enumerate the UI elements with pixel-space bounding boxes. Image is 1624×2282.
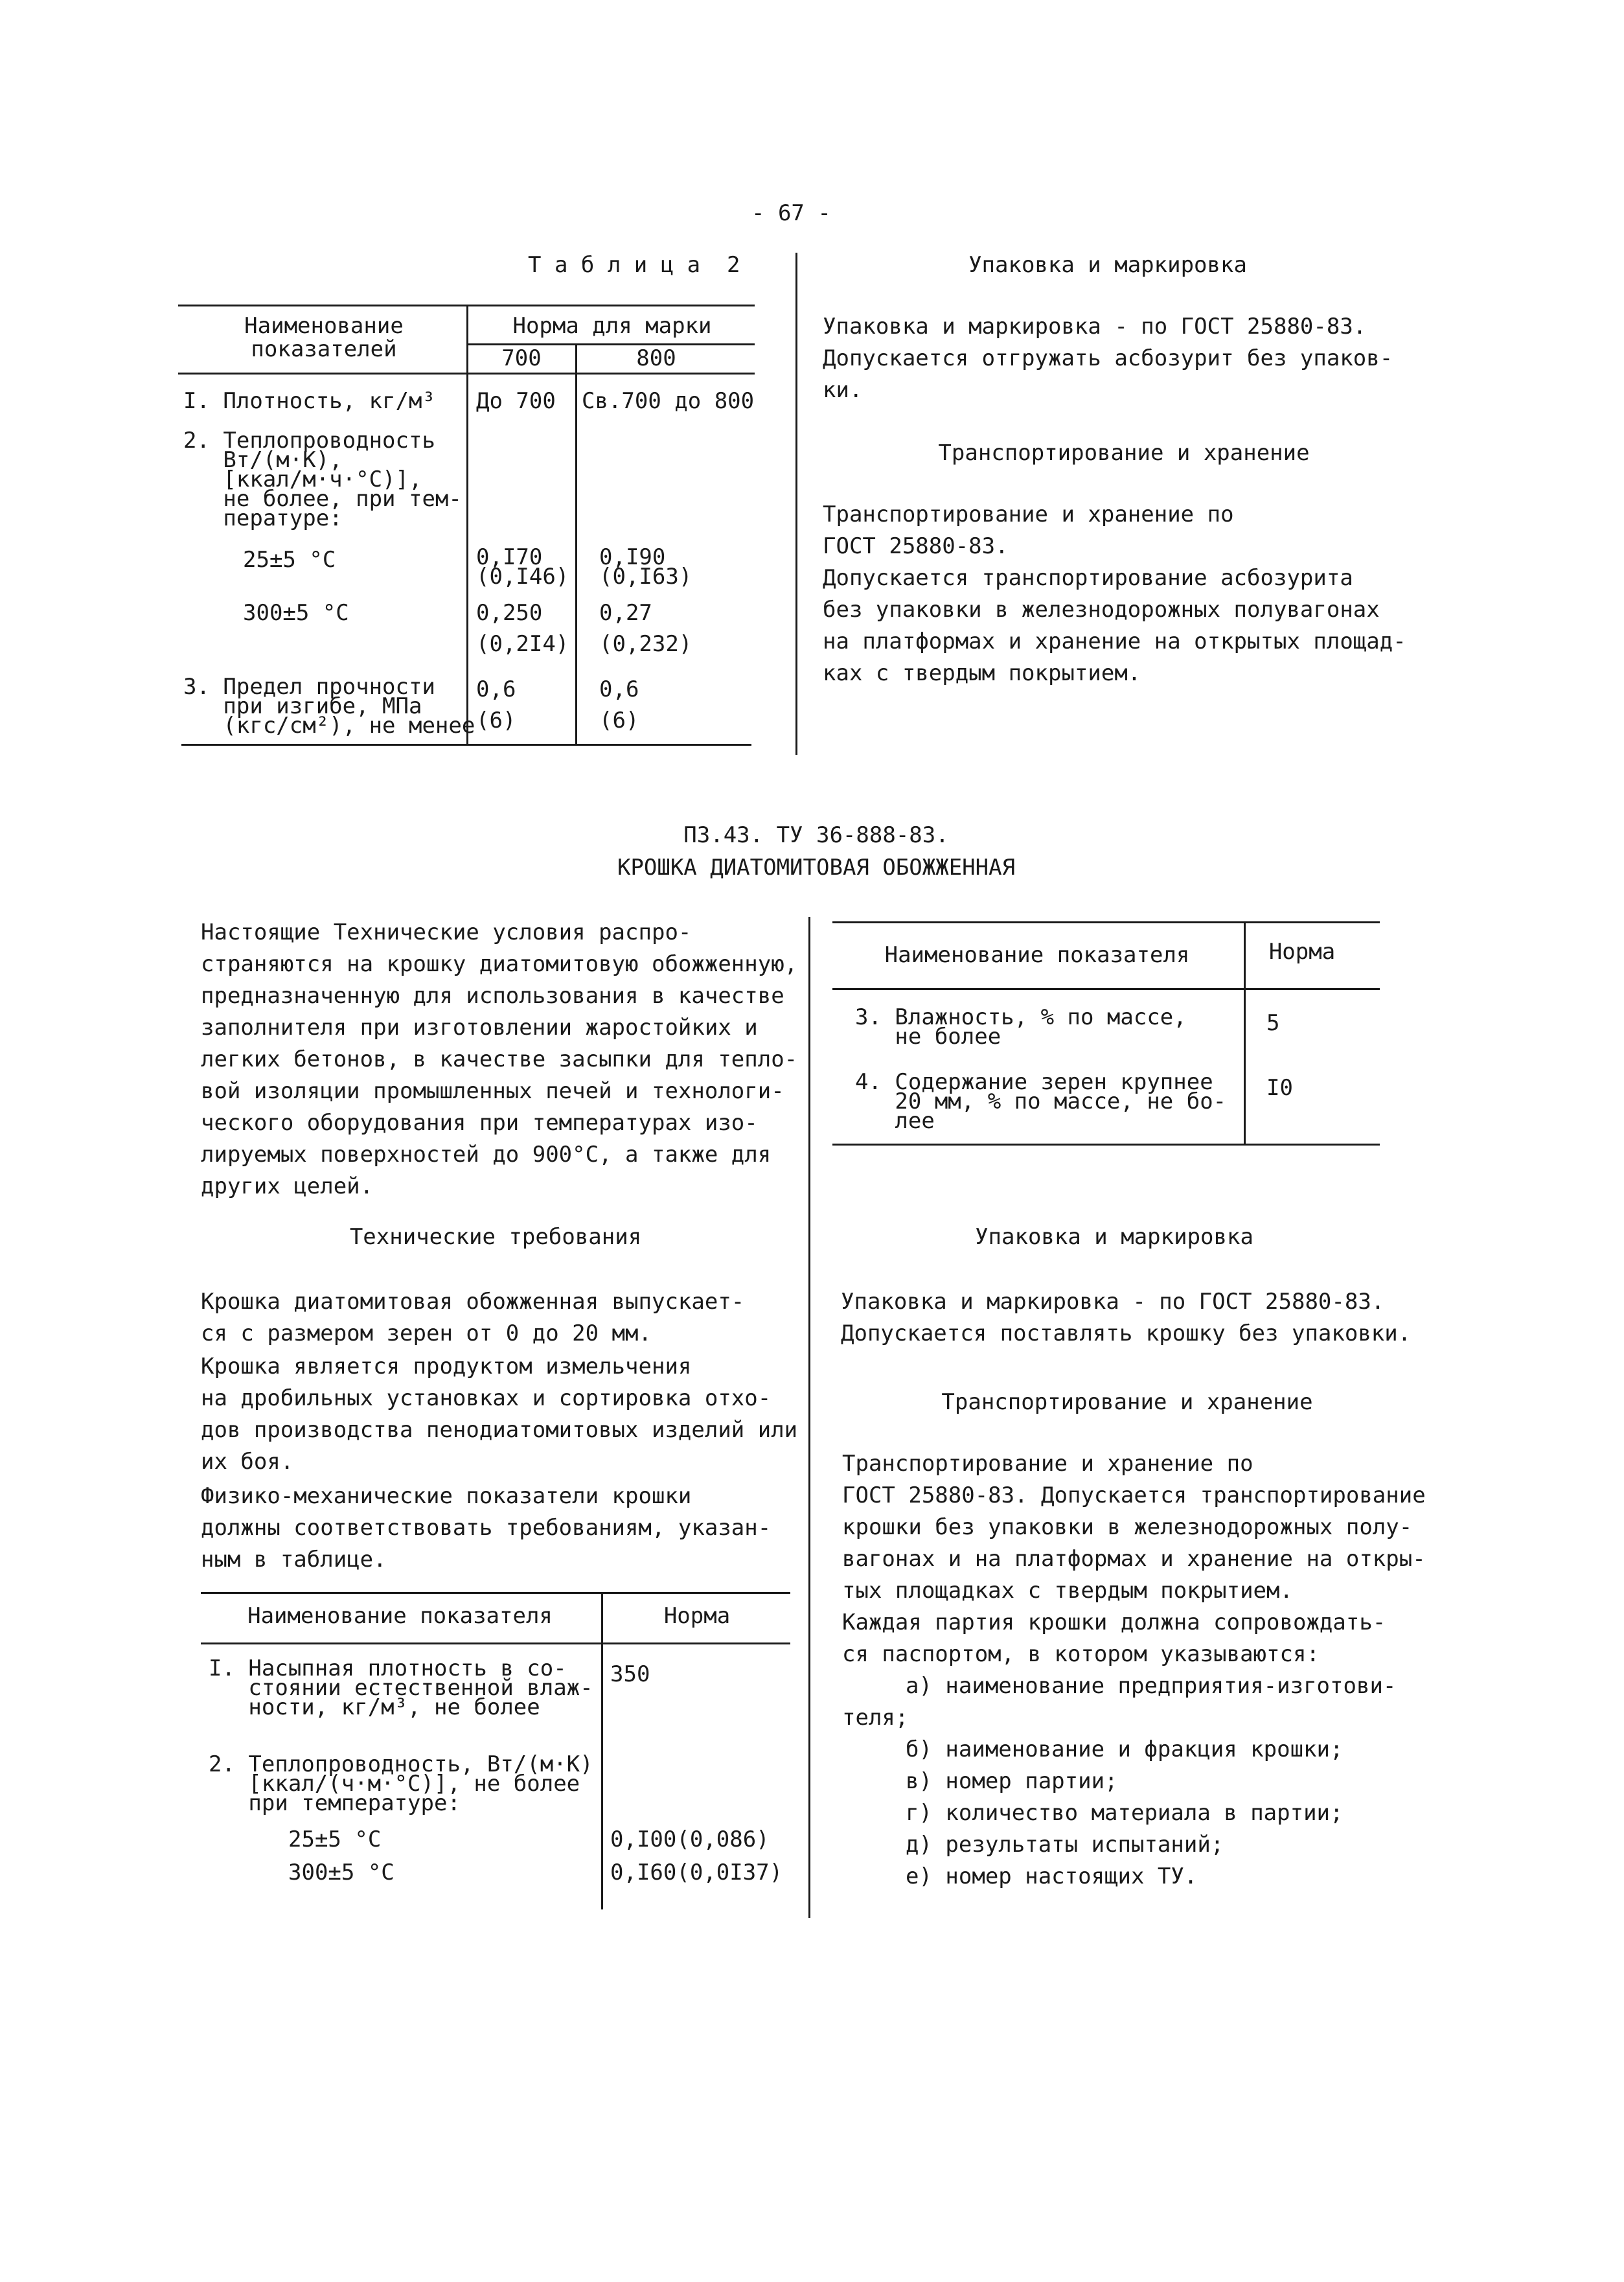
table-4-header-name: Наименование показателя <box>884 942 1190 968</box>
table-3-r2-temp-1: 25±5 °С <box>288 1827 382 1852</box>
table-2-header-norm: Норма для марки <box>512 313 712 339</box>
table-2-r1-name: I. Плотность, кг/м³ <box>183 388 435 414</box>
table-2-r2-temp-1: 25±5 °С <box>243 547 336 573</box>
table-2-r2-t1-800: 0,I90 (0,I63) <box>599 544 692 590</box>
table-2-title: Т а б л и ц а 2 <box>528 252 740 278</box>
tech-paragraph-2: Крошка является продуктом измельчения на дробильных установках и сортировка отхо- дов производства пенодиатомитовых изделий или их боя. <box>201 1354 798 1475</box>
transport-heading-top: Транспортирование и хранение <box>938 440 1310 466</box>
table-2-r1-800: Св.700 до 800 <box>582 388 755 414</box>
section-code: ПЗ.43. ТУ 36-888-83. <box>683 822 949 848</box>
passport-item-f: е) номер настоящих ТУ. <box>906 1863 1198 1889</box>
pack-paragraph-bottom: Упаковка и маркировка - по ГОСТ 25880-83. Допускается поставлять крошку без упаковки. <box>841 1289 1412 1346</box>
transport-heading-bottom: Транспортирование и хранение <box>941 1389 1313 1415</box>
table-3-r2-t1-value: 0,I00(0,086) <box>610 1827 770 1852</box>
passport-paragraph: Каждая партия крошки должна сопровождать- ся паспортом, в котором указываются: <box>842 1609 1386 1667</box>
table-2-header-grade-800: 800 <box>636 345 676 371</box>
table-3-r2-t2-value: 0,I60(0,0I37) <box>610 1860 783 1885</box>
column-divider-top <box>795 253 797 755</box>
page-number: - 67 - <box>751 200 831 226</box>
table-4-r3-name: 3. Влажность, % по массе, не более <box>855 1004 1187 1050</box>
column-divider-bottom <box>808 917 810 1918</box>
table-4-r3-value: 5 <box>1266 1010 1280 1036</box>
table-2-r2-t2-800: 0,27 (0,232) <box>599 600 692 657</box>
table-3-r1-name: I. Насыпная плотность в со- стоянии естественной влаж- ности, кг/м³, не более <box>209 1655 593 1720</box>
table-2-r3-800: 0,6 (6) <box>599 676 639 733</box>
section-title: КРОШКА ДИАТОМИТОВАЯ ОБОЖЖЕННАЯ <box>617 855 1016 881</box>
table-2-r2-t2-700: 0,250 (0,2I4) <box>476 600 569 657</box>
table-3-r1-value: 350 <box>610 1661 650 1687</box>
intro-paragraph: Настоящие Технические условия распро- страняются на крошку диатомитовую обожженную, предназначенную для использования в качестве заполнителя при изготовлении жаростойких и легких бетонов, в качестве засыпки для тепло- вой изоляции промышленных печей и технологи- ческого оборудования при температурах изо- лируемых поверхностей до 900°С, а также для других целей. <box>201 919 798 1199</box>
passport-item-c: в) номер партии; <box>906 1768 1118 1794</box>
table-3-r2-name: 2. Теплопроводность, Вт/(м·К) [ккал/(ч·м·°С)], не более при температуре: <box>209 1751 593 1816</box>
passport-item-d: г) количество материала в партии; <box>906 1800 1344 1826</box>
transport-paragraph-bottom: Транспортирование и хранение по ГОСТ 25880-83. Допускается транспортирование крошки без упаковки в железнодорожных полу- вагонах и на платформах и хранение на откры- тых площадках с твердым покрытием. <box>842 1451 1426 1604</box>
tech-paragraph-1: Крошка диатомитовая обожженная выпускает- ся с размером зерен от 0 до 20 мм. <box>201 1289 745 1346</box>
table-2-header-name: Наименование показателей <box>244 313 404 362</box>
table-2-r2-name: 2. Теплопроводность Вт/(м·К), [ккал/м·ч·°С)], не более, при тем- пературе: <box>183 428 462 531</box>
table-2-r2-t1-700: 0,I70 (0,I46) <box>476 544 569 590</box>
table-2-header-grade-700: 700 <box>501 345 542 371</box>
passport-item-b: б) наименование и фракция крошки; <box>906 1736 1344 1762</box>
table-4-r4-value: I0 <box>1266 1075 1293 1101</box>
table-4-r4-name: 4. Содержание зерен крупнее 20 мм, % по массе, не бо- лее <box>855 1069 1227 1134</box>
tech-requirements-heading: Технические требования <box>349 1224 642 1250</box>
table-4-header-norm: Норма <box>1268 939 1336 965</box>
table-3-r2-temp-2: 300±5 °С <box>288 1860 395 1885</box>
passport-item-e: д) результаты испытаний; <box>906 1832 1224 1858</box>
table-3-header-name: Наименование показателя <box>247 1603 553 1629</box>
table-2-r2-temp-2: 300±5 °С <box>243 600 349 626</box>
table-2-r3-700: 0,6 (6) <box>476 676 516 733</box>
table-2-r1-700: До 700 <box>476 388 556 414</box>
transport-paragraph-top: Транспортирование и хранение по ГОСТ 25880-83. Допускается транспортирование асбозурита без упаковки в железнодорожных полувагонах на платформах и хранение на открытых площад- ках с твердым покрытием. <box>823 501 1406 686</box>
table-3-header-norm: Норма <box>663 1603 731 1629</box>
tech-paragraph-3: Физико-механические показатели крошки должны соответствовать требованиям, указан- ным в таблице. <box>201 1483 772 1573</box>
pack-heading-bottom: Упаковка и маркировка <box>975 1224 1253 1250</box>
passport-item-a: а) наименование предприятия-изготови- теля; <box>842 1673 1397 1731</box>
pack-heading-top: Упаковка и маркировка <box>968 252 1247 278</box>
pack-paragraph-top: Упаковка и маркировка - по ГОСТ 25880-83. Допускается отгружать асбозурит без упаков- ки. <box>823 314 1393 403</box>
table-2-r3-name: 3. Предел прочности при изгибе, МПа (кгс/см²), не менее <box>183 674 475 739</box>
